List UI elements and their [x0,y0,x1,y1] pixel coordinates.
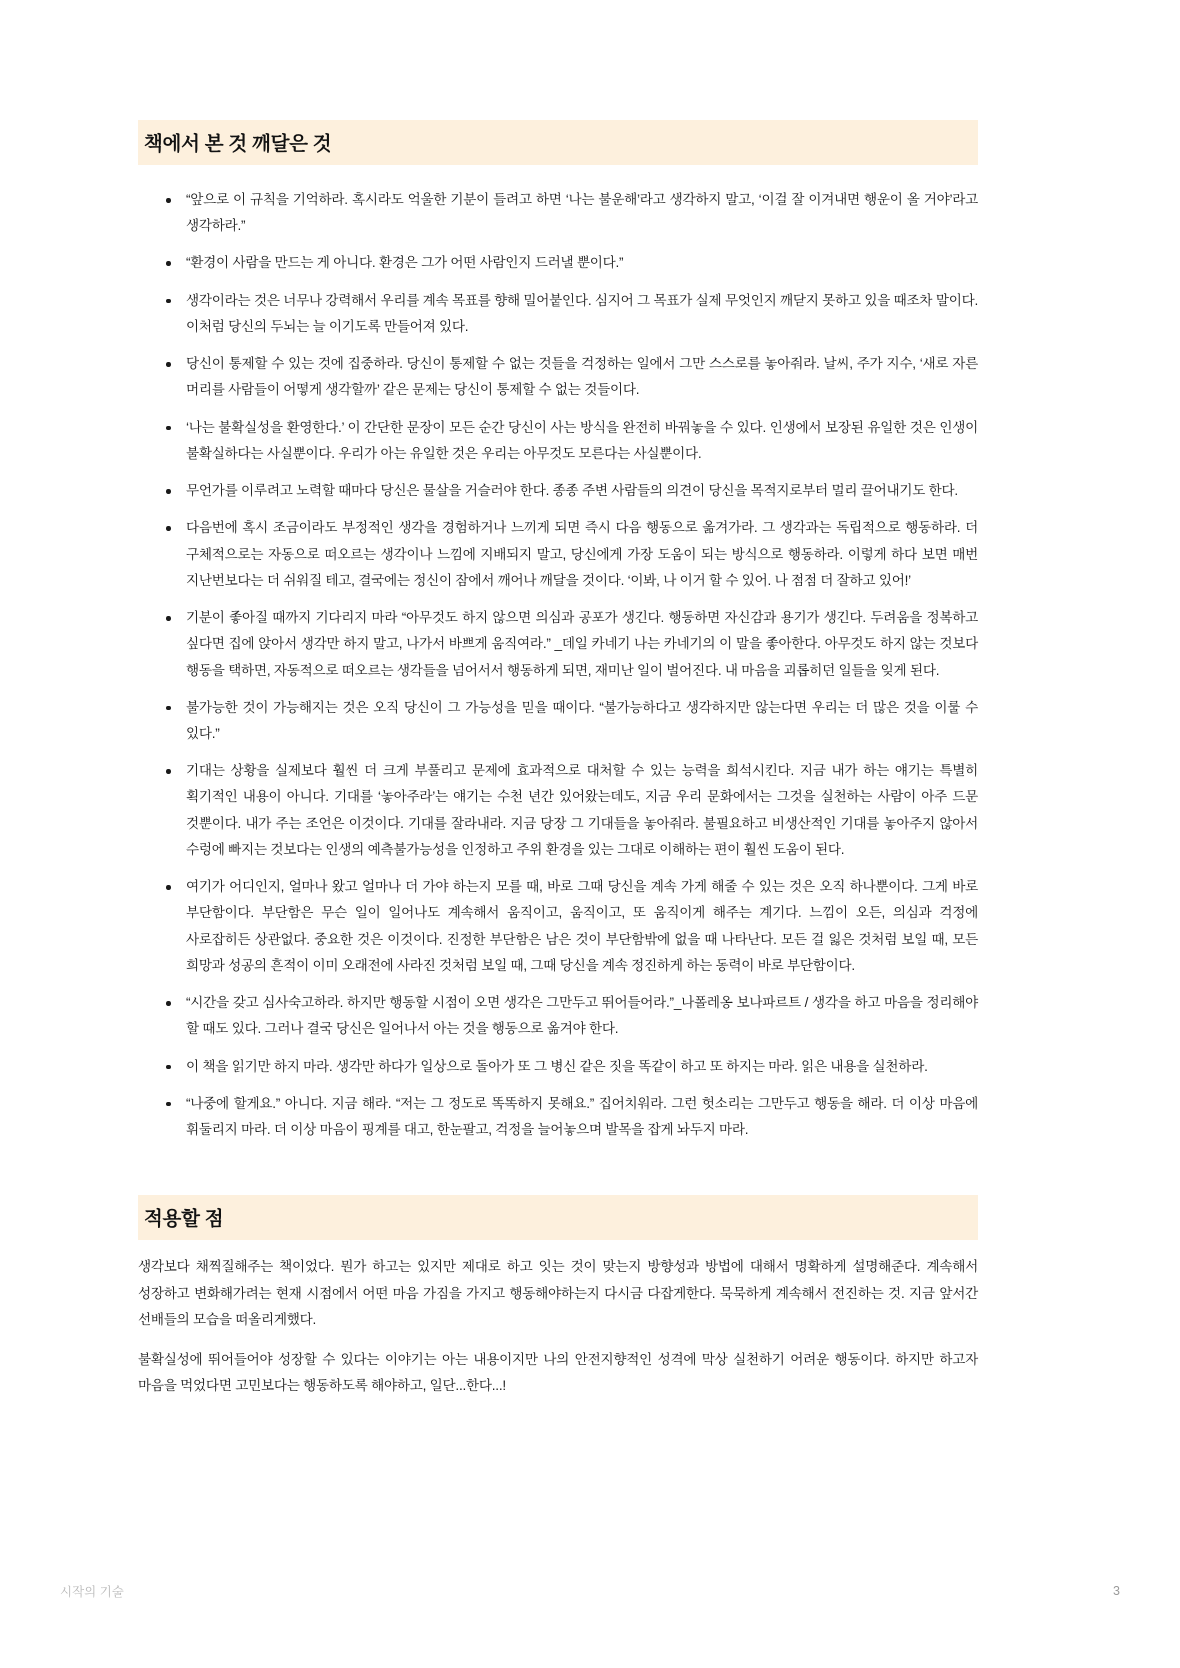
list-item: “시간을 갖고 심사숙고하라. 하지만 행동할 시점이 오면 생각은 그만두고 뛰어들어라.”_나폴레옹 보나파르트 / 생각을 하고 마음을 정리해야 할 때도 있다. 그러나 결국 당신은 일어나서 아는 것을 행동으로 옮겨야 한다. [166,990,978,1042]
list-item: 생각이라는 것은 너무나 강력해서 우리를 계속 목표를 향해 밀어붙인다. 심지어 그 목표가 실제 무엇인지 깨닫지 못하고 있을 때조차 말이다. 이처럼 당신의 두뇌는 늘 이기도록 만들어져 있다. [166,288,978,340]
section-heading-insights: 책에서 본 것 깨달은 것 [138,120,978,165]
list-item: 불가능한 것이 가능해지는 것은 오직 당신이 그 가능성을 믿을 때이다. “불가능하다고 생각하지만 않는다면 우리는 더 많은 것을 이룰 수 있다.” [166,695,978,747]
section-apply [138,1195,978,1399]
list-item: 다음번에 혹시 조금이라도 부정적인 생각을 경험하거나 느끼게 되면 즉시 다음 행동으로 옮겨가라. 그 생각과는 독립적으로 행동하라. 더 구체적으로는 자동으로 떠오르는 생각이나 느낌에 지배되지 말고, 당신에게 가장 도움이 되는 방식으로 행동하라. 이렇게 하다 보면 매번 지난번보다는 더 쉬워질 테고, 결국에는 정신이 잠에서 깨어나 깨달을 것이다. ‘이봐, 나 이거 할 수 있어. 나 점점 더 잘하고 있어!’ [166,515,978,594]
section-heading-apply: 적용할 점 [138,1195,978,1240]
apply-paragraph: 불확실성에 뛰어들어야 성장할 수 있다는 이야기는 아는 내용이지만 나의 안전지향적인 성격에 막상 실천하기 어려운 행동이다. 하지만 하고자 마음을 먹었다면 고민보다는 행동하도록 해야하고, 일단...한다...! [138,1351,978,1394]
list-item: 당신이 통제할 수 있는 것에 집중하라. 당신이 통제할 수 없는 것들을 걱정하는 일에서 그만 스스로를 놓아줘라. 날씨, 주가 지수, ‘새로 자른 머리를 사람들이 어떻게 생각할까’ 같은 문제는 당신이 통제할 수 없는 것들이다. [166,351,978,403]
list-item: “앞으로 이 규칙을 기억하라. 혹시라도 억울한 기분이 들려고 하면 ‘나는 불운해’라고 생각하지 말고, ‘이걸 잘 이겨내면 행운이 올 거야’라고 생각하라.” [166,187,978,239]
list-item: 이 책을 읽기만 하지 마라. 생각만 하다가 일상으로 돌아가 또 그 병신 같은 짓을 똑같이 하고 또 하지는 마라. 읽은 내용을 실천하라. [166,1054,978,1080]
footer-book-title: 시작의 기술 [60,1585,124,1599]
list-item: 무언가를 이루려고 노력할 때마다 당신은 물살을 거슬러야 한다. 종종 주변 사람들의 의견이 당신을 목적지로부터 멀리 끌어내기도 한다. [166,478,978,504]
page-number: 3 [1113,1584,1120,1598]
document-content [138,120,978,1399]
list-item: ‘나는 불확실성을 환영한다.’ 이 간단한 문장이 모든 순간 당신이 사는 방식을 완전히 바꿔놓을 수 있다. 인생에서 보장된 유일한 것은 인생이 불확실하다는 사실뿐이다. 우리가 아는 유일한 것은 우리는 아무것도 모른다는 사실뿐이다. [166,415,978,467]
apply-paragraph: 생각보다 채찍질해주는 책이었다. 뭔가 하고는 있지만 제대로 하고 잇는 것이 맞는지 방향성과 방법에 대해서 명확하게 설명해준다. 계속해서 성장하고 변화해가려는 현재 시점에서 어떤 마음 가짐을 가지고 행동해야하는지 다시금 다잡게한다. 묵묵하게 계속해서 전진하는 것. 지금 앞서간 선배들의 모습을 떠올리게했다. [138,1259,978,1327]
section-insights [138,120,978,1143]
insight-bullet-list [138,187,978,1143]
list-item: 기대는 상황을 실제보다 훨씬 더 크게 부풀리고 문제에 효과적으로 대처할 수 있는 능력을 희석시킨다. 지금 내가 하는 얘기는 특별히 획기적인 내용이 아니다. 기대를 ‘놓아주라’는 얘기는 수천 년간 있어왔는데도, 지금 우리 문화에서는 그것을 실천하는 사람이 아주 드문 것뿐이다. 내가 주는 조언은 이것이다. 기대를 잘라내라. 지금 당장 그 기대들을 놓아줘라. 불필요하고 비생산적인 기대를 놓아주지 않아서 수렁에 빠지는 것보다는 인생의 예측불가능성을 인정하고 주위 환경을 있는 그대로 이해하는 편이 훨씬 도움이 된다. [166,758,978,863]
list-item: “환경이 사람을 만드는 게 아니다. 환경은 그가 어떤 사람인지 드러낼 뿐이다.” [166,250,978,276]
list-item: 여기가 어디인지, 얼마나 왔고 얼마나 더 가야 하는지 모를 때, 바로 그때 당신을 계속 가게 해줄 수 있는 것은 오직 하나뿐이다. 그게 바로 부단함이다. 부단함은 무슨 일이 일어나도 계속해서 움직이고, 움직이고, 또 움직이게 해주는 계기다. 느낌이 오든, 의심과 걱정에 사로잡히든 상관없다. 중요한 것은 이것이다. 진정한 부단함은 남은 것이 부단함밖에 없을 때 나타난다. 모든 걸 잃은 것처럼 보일 때, 모든 희망과 성공의 흔적이 이미 오래전에 사라진 것처럼 보일 때, 그때 당신을 계속 정진하게 하는 동력이 바로 부단함이다. [166,874,978,979]
list-item: “나중에 할게요.” 아니다. 지금 해라. “저는 그 정도로 똑똑하지 못해요.” 집어치워라. 그런 헛소리는 그만두고 행동을 해라. 더 이상 마음에 휘둘리지 마라. 더 이상 마음이 핑계를 대고, 한눈팔고, 걱정을 늘어놓으며 발목을 잡게 놔두지 마라. [166,1091,978,1143]
list-item: 기분이 좋아질 때까지 기다리지 마라 “아무것도 하지 않으면 의심과 공포가 생긴다. 행동하면 자신감과 용기가 생긴다. 두려움을 정복하고 싶다면 집에 앉아서 생각만 하지 말고, 나가서 바쁘게 움직여라.” _데일 카네기 나는 카네기의 이 말을 좋아한다. 아무것도 하지 않는 것보다 행동을 택하면, 자동적으로 떠오르는 생각들을 넘어서서 행동하게 되면, 재미난 일이 벌어진다. 내 마음을 괴롭히던 일들을 잊게 된다. [166,605,978,684]
page-footer [60,1582,1120,1600]
